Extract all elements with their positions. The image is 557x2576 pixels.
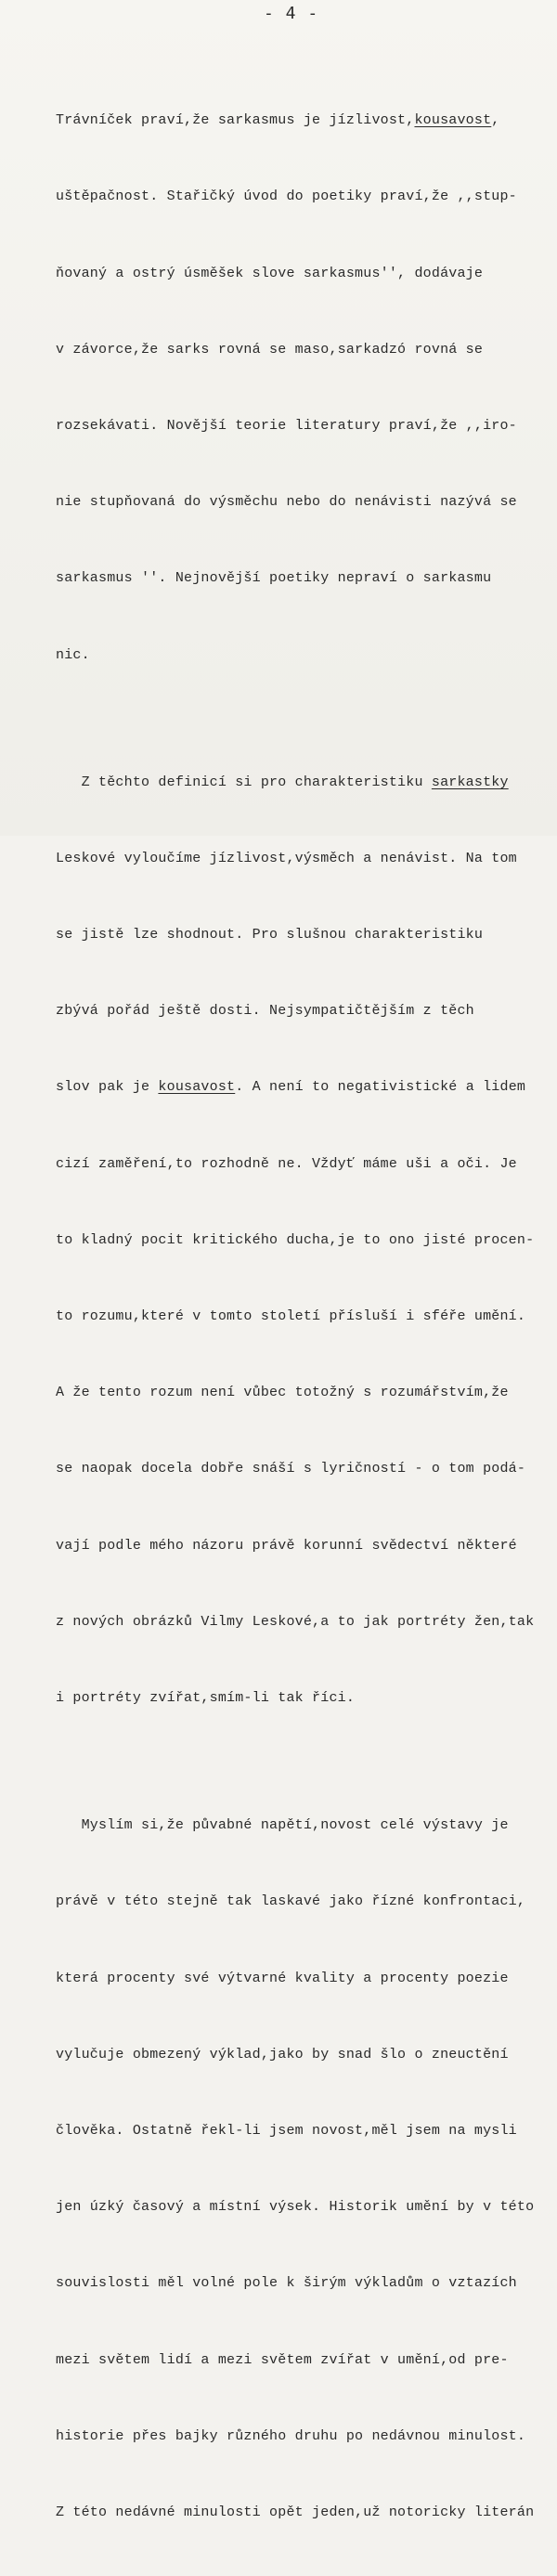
underlined-word: sarkastky [431, 774, 509, 790]
text-line: člověka. Ostatně řekl-li jsem novost,měl jsem na mysli [56, 2122, 517, 2139]
text-line: Myslím si,že půvabné napětí,novost celé výstavy je [56, 1817, 509, 1834]
text-line: A že tento rozum není vůbec totožný s rozumářstvím,že [56, 1385, 509, 1401]
text-line: zbývá pořád ještě dosti. Nejsympatičtějším z těch [56, 1003, 474, 1020]
text-line: slov pak je kousavost. A není to negativistické a lidem [56, 1079, 526, 1096]
text-line: se naopak docela dobře snáší s lyričností - o tom podá- [56, 1461, 526, 1477]
text-line: to rozumu,které v tomto století přísluší i sféře umění. [56, 1308, 526, 1325]
text-line: která procenty své výtvarné kvality a procenty poezie [56, 1970, 509, 1986]
text-line: souvislosti měl volné pole k širým výkladům o vztazích [56, 2275, 517, 2292]
text-line: nie stupňovaná do výsměchu nebo do nenávisti nazývá se [56, 494, 517, 511]
text-line: rozsekávati. Novější teorie literatury praví,že ,,iro- [56, 418, 517, 435]
text-line: jen úzký časový a místní výsek. Historik umění by v této [56, 2199, 535, 2216]
text-line: vylučuje obmezený výklad,jako by snad šlo o zneuctění [56, 2046, 509, 2062]
text-line: cizí zaměření,to rozhodně ne. Vždyť máme uši a oči. Je [56, 1155, 517, 1172]
document-body [56, 32, 557, 2576]
text-line: mezi světem lidí a mezi světem zvířat v umění,od pre- [56, 2351, 509, 2368]
text-line: uštěpačnost. Stařičký úvod do poetiky praví,že ,,stup- [56, 189, 517, 205]
text-line: se jistě lze shodnout. Pro slušnou charakteristiku [56, 927, 484, 943]
text-line: ňovaný a ostrý úsměšek slove sarkasmus'', dodávaje [56, 265, 484, 281]
underlined-word: kousavost [158, 1079, 236, 1096]
text-line: právě v této stejně tak laskavé jako řízné konfrontaci, [56, 1893, 526, 1910]
text-line: vají podle mého názoru právě korunní svědectví některé [56, 1537, 517, 1554]
underlined-word: kousavost [414, 112, 492, 129]
text-line: Leskové vyloučíme jízlivost,výsměch a nenávist. Na tom [56, 850, 517, 866]
text-line: z nových obrázků Vilmy Leskové,a to jak portréty žen,tak [56, 1613, 535, 1630]
text-line: nic. [56, 646, 90, 663]
text-line: sarkasmus ''. Nejnovější poetiky nepraví o sarkasmu [56, 570, 492, 587]
text-line: v závorce,že sarks rovná se maso,sarkadzó rovná se [56, 341, 484, 358]
text-line: historie přes bajky různého druhu po nedávnou minulost. [56, 2427, 526, 2444]
text-line: i portréty zvířat,smím-li tak říci. [56, 1690, 356, 1707]
text-line: Z těchto definicí si pro charakteristiku sarkastky [56, 774, 509, 790]
text-line: Trávníček praví,že sarkasmus je jízlivost,kousavost, [56, 112, 500, 129]
page-number: - 4 - [264, 4, 319, 23]
text-line: Z této nedávné minulosti opět jeden,už notoricky literán [56, 2504, 535, 2520]
text-line: to kladný pocit kritického ducha,je to ono jisté procen- [56, 1231, 535, 1248]
